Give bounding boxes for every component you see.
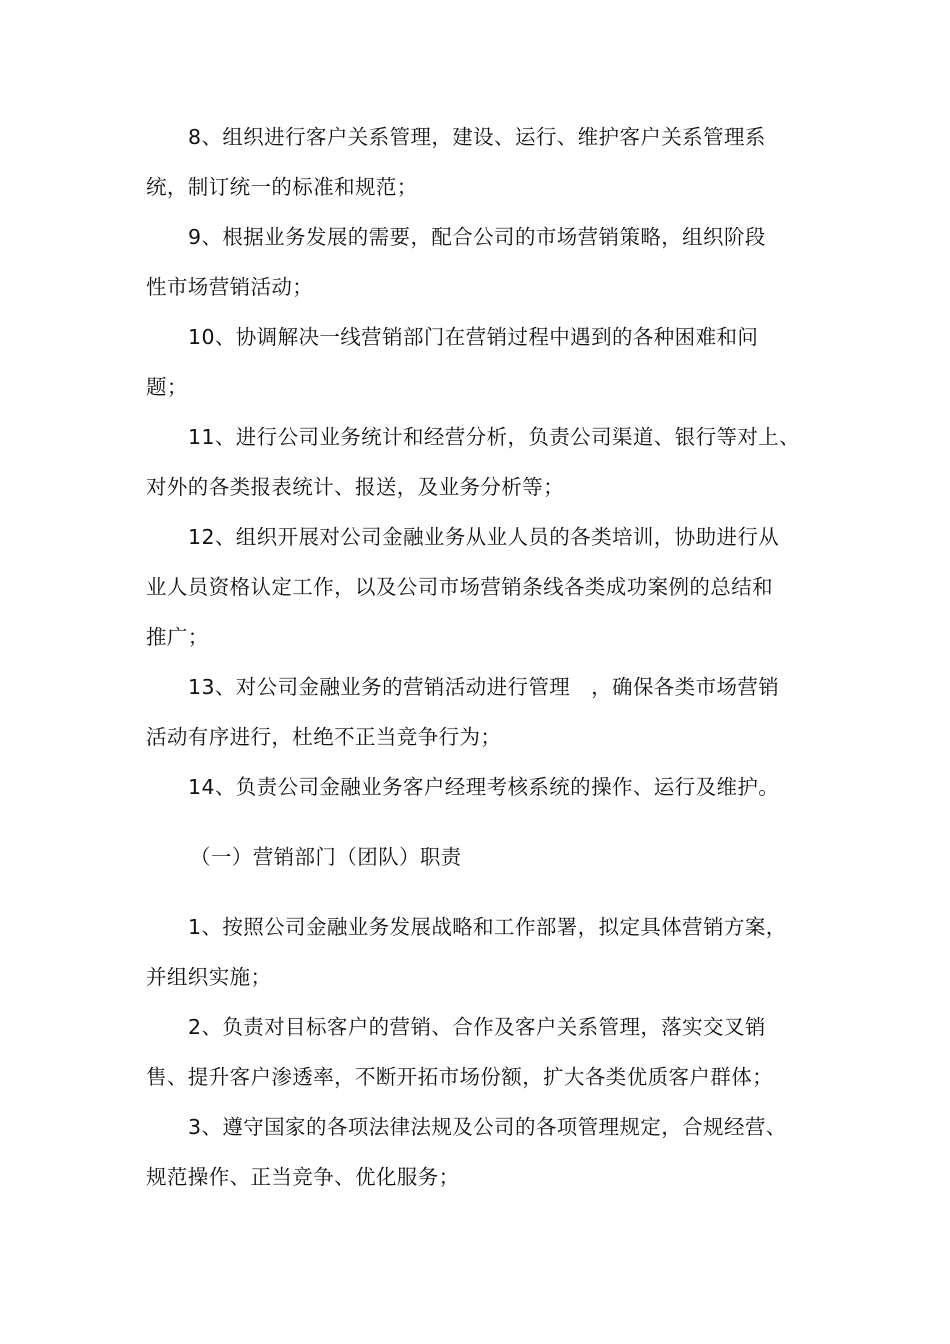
paragraph-12-line-3: 推广； [146, 625, 209, 649]
paragraph-12-line-2: 业人员资格认定工作，以及公司市场营销条线各类成功案例的总结和 [146, 575, 773, 599]
duty-1-line-2: 并组织实施； [146, 965, 272, 989]
paragraph-8-line-2: 统，制订统一的标准和规范； [146, 175, 418, 199]
duty-1-line-1: 1、按照公司金融业务发展战略和工作部署，拟定具体营销方案， [188, 915, 787, 939]
paragraph-9-line-1: 9、根据业务发展的需要，配合公司的市场营销策略，组织阶段 [188, 225, 766, 249]
paragraph-10-line-2: 题； [146, 375, 188, 399]
paragraph-9-line-2: 性市场营销活动； [146, 275, 314, 299]
duty-3-line-2: 规范操作、正当竞争、优化服务； [146, 1165, 460, 1189]
paragraph-13-line-2: 活动有序进行，杜绝不正当竞争行为； [146, 725, 502, 749]
paragraph-11-line-1: 11、进行公司业务统计和经营分析，负责公司渠道、银行等对上、 [188, 425, 801, 449]
duty-3-line-1: 3、遵守国家的各项法律法规及公司的各项管理规定，合规经营、 [188, 1115, 787, 1139]
paragraph-8-line-1: 8、组织进行客户关系管理，建设、运行、维护客户关系管理系 [188, 125, 766, 149]
paragraph-12-line-1: 12、组织开展对公司金融业务从业人员的各类培训，协助进行从 [188, 525, 780, 549]
paragraph-14-line-1: 14、负责公司金融业务客户经理考核系统的操作、运行及维护。 [188, 775, 780, 799]
duty-2-line-1: 2、负责对目标客户的营销、合作及客户关系管理，落实交叉销 [188, 1015, 766, 1039]
section-heading: （一）营销部门（团队）职责 [190, 845, 462, 869]
paragraph-13-line-1: 13、对公司金融业务的营销活动进行管理 ，确保各类市场营销 [188, 675, 780, 699]
duty-2-line-2: 售、提升客户渗透率，不断开拓市场份额，扩大各类优质客户群体； [146, 1065, 773, 1089]
paragraph-10-line-1: 10、协调解决一线营销部门在营销过程中遇到的各种困难和问 [188, 325, 759, 349]
paragraph-11-line-2: 对外的各类报表统计、报送，及业务分析等； [146, 475, 564, 499]
